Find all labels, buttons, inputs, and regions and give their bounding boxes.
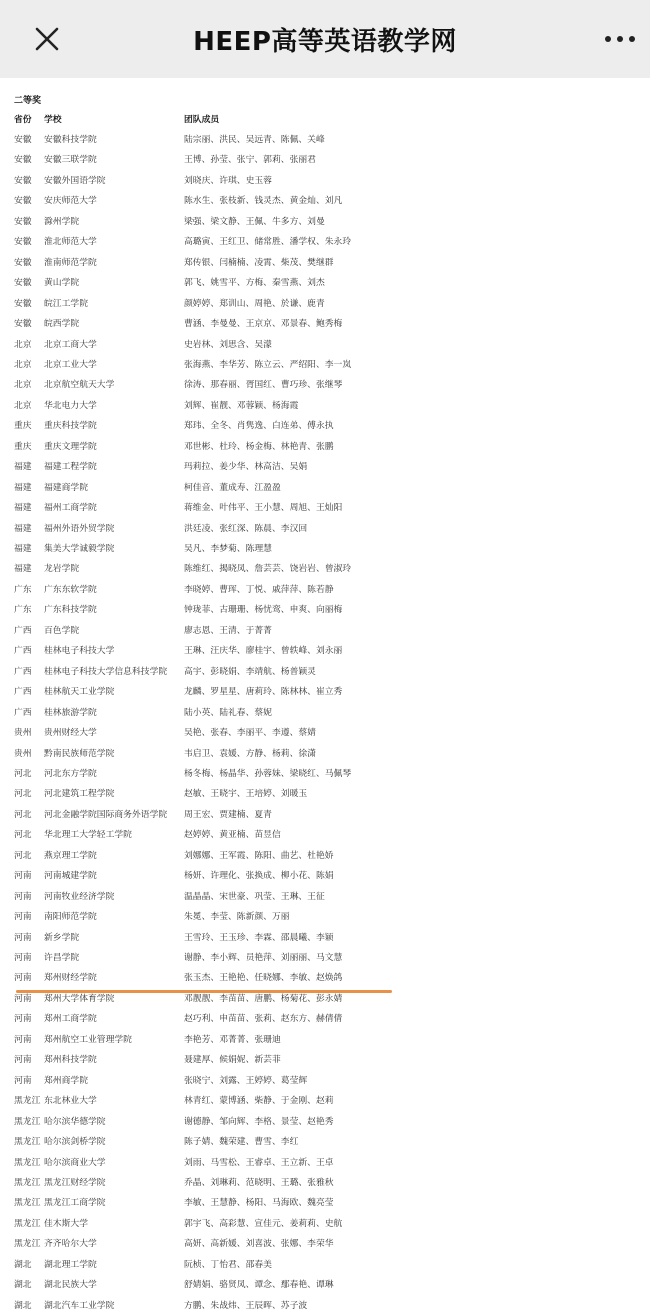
cell-school: 郑州科技学院: [44, 1055, 97, 1066]
more-dots-icon[interactable]: [602, 26, 638, 52]
cell-province: 黑龙江: [14, 1157, 41, 1168]
cell-members: 谢德静、邹向辉、李格、景莹、赵艳秀: [184, 1116, 334, 1127]
cell-school: 佳木斯大学: [44, 1218, 88, 1229]
cell-province: 黑龙江: [14, 1096, 41, 1107]
cell-province: 福建: [14, 523, 32, 534]
cell-school: 湖北民族大学: [44, 1280, 97, 1291]
cell-members: 李晓婷、曹珲、丁悦、戚萍萍、陈若静: [184, 584, 334, 595]
cell-members: 陆宗丽、洪民、吴远青、陈佩、关峰: [184, 135, 325, 145]
cell-school: 东北林业大学: [44, 1096, 97, 1107]
cell-school: 河南牧业经济学院: [44, 891, 115, 902]
table-row: [14, 1234, 634, 1254]
cell-school: 哈尔滨华德学院: [44, 1116, 106, 1127]
cell-members: 柯佳音、董成寿、江盈盈: [184, 482, 281, 493]
cell-province: 河南: [14, 1014, 32, 1025]
table-row: [14, 191, 634, 211]
table-row: [14, 1009, 634, 1029]
table-row: [14, 887, 634, 907]
cell-school: 福建工程学院: [44, 462, 97, 473]
cell-members: 郑传银、闫楠楠、凌霄、柴茂、樊继群: [184, 257, 334, 268]
cell-members: 刘晓庆、许琪、史玉蓉: [184, 175, 272, 186]
cell-province: 广西: [14, 625, 32, 636]
cell-members: 洪廷凌、张红深、陈晨、李汉回: [184, 523, 308, 534]
cell-province: 安徽: [14, 298, 32, 309]
table-header: [14, 110, 634, 130]
cell-members: 赵巧利、申苗苗、张莉、赵东方、赫倩倩: [184, 1014, 343, 1025]
section-title: 二等奖: [14, 96, 42, 106]
table-row: [14, 478, 634, 498]
cell-school: 滁州学院: [44, 216, 80, 227]
cell-school: 华北电力大学: [44, 400, 97, 411]
cell-province: 河南: [14, 1034, 32, 1045]
cell-school: 燕京理工学院: [44, 850, 97, 861]
cell-members: 颜婷婷、郑训山、周艳、於谦、鹿青: [184, 298, 325, 309]
column-header-school: 学校: [44, 115, 62, 125]
table-row: [14, 232, 634, 252]
cell-province: 黑龙江: [14, 1218, 41, 1229]
table-row: [14, 846, 634, 866]
cell-members: 王博、孙莹、张宁、郭莉、张丽君: [184, 155, 316, 166]
cell-school: 北京工商大学: [44, 339, 97, 350]
table-row: [14, 621, 634, 641]
cell-members: 陈水生、张枝新、钱灵杰、黄金灿、刘凡: [184, 196, 343, 207]
cell-school: 北京航空航天大学: [44, 380, 115, 391]
table-row: [14, 764, 634, 784]
cell-province: 湖北: [14, 1300, 32, 1311]
cell-province: 福建: [14, 503, 32, 514]
cell-members: 陆小英、陆礼春、蔡妮: [184, 707, 272, 718]
cell-members: 梁强、梁文静、王佩、牛多方、刘曼: [184, 216, 325, 227]
cell-province: 黑龙江: [14, 1198, 41, 1209]
cell-province: 河南: [14, 973, 32, 984]
table-row: [14, 1296, 634, 1316]
cell-province: 广西: [14, 707, 32, 718]
table-row: [14, 498, 634, 518]
cell-members: 郭宇飞、高彩慧、宣佳元、姜莉莉、史航: [184, 1218, 343, 1229]
table-row: [14, 1153, 634, 1173]
cell-school: 黔南民族师范学院: [44, 748, 115, 759]
cell-province: 福建: [14, 544, 32, 554]
cell-members: 李艳芳、邓菁菁、张珊迪: [184, 1034, 281, 1045]
cell-school: 哈尔滨剑桥学院: [44, 1137, 106, 1148]
cell-school: 郑州商学院: [44, 1075, 88, 1086]
cell-school: 郑州大学体育学院: [44, 993, 115, 1004]
table-row: [14, 703, 634, 723]
cell-school: 华北理工大学轻工学院: [44, 830, 132, 841]
cell-members: 蒋维金、叶伟平、王小慧、周旭、王灿阳: [184, 503, 343, 514]
cell-school: 广东科技学院: [44, 605, 97, 616]
cell-school: 河北金融学院国际商务外语学院: [44, 809, 168, 820]
cell-province: 重庆: [14, 421, 32, 432]
cell-province: 广西: [14, 666, 32, 677]
cell-province: 贵州: [14, 748, 32, 759]
cell-school: 安徽外国语学院: [44, 175, 106, 186]
cell-members: 郑玮、全冬、肖隽逸、白连弟、傅永执: [184, 421, 334, 432]
cell-province: 河北: [14, 768, 32, 779]
cell-members: 郭飞、姚雪平、方梅、秦雪燕、刘杰: [184, 278, 325, 289]
cell-province: 北京: [14, 359, 32, 370]
cell-school: 哈尔滨商业大学: [44, 1157, 106, 1168]
table-row: [14, 580, 634, 600]
cell-school: 湖北理工学院: [44, 1259, 97, 1270]
cell-school: 广东东软学院: [44, 584, 97, 595]
table-row: [14, 1091, 634, 1111]
cell-province: 黑龙江: [14, 1239, 41, 1250]
cell-school: 百色学院: [44, 625, 80, 636]
table-row: [14, 1193, 634, 1213]
cell-school: 福建商学院: [44, 482, 88, 493]
cell-school: 郑州财经学院: [44, 973, 97, 984]
cell-province: 安徽: [14, 216, 32, 227]
cell-province: 贵州: [14, 728, 32, 739]
cell-province: 湖北: [14, 1259, 32, 1270]
cell-province: 安徽: [14, 257, 32, 268]
cell-province: 广西: [14, 646, 32, 657]
cell-school: 龙岩学院: [44, 564, 80, 575]
table-row: [14, 662, 634, 682]
cell-province: 安徽: [14, 237, 32, 248]
cell-province: 河南: [14, 1075, 32, 1086]
cell-province: 安徽: [14, 155, 32, 166]
table-row: [14, 130, 634, 150]
cell-province: 黑龙江: [14, 1137, 41, 1148]
cell-members: 高宇、彭晓娟、李靖航、杨普颖灵: [184, 666, 316, 677]
table-row: [14, 375, 634, 395]
table-row: [14, 416, 634, 436]
cell-school: 重庆文理学院: [44, 441, 97, 452]
cell-province: 河南: [14, 912, 32, 923]
cell-school: 黄山学院: [44, 278, 80, 289]
cell-school: 桂林电子科技大学信息科技学院: [44, 666, 168, 677]
table-row: [14, 1071, 634, 1091]
cell-school: 许昌学院: [44, 953, 80, 963]
table-row: [14, 559, 634, 579]
table-row: [14, 1275, 634, 1295]
cell-members: 聂建厚、候娟妮、新芸菲: [184, 1055, 281, 1066]
cell-members: 王雪玲、王玉珍、李霖、邵晨曦、李颖: [184, 932, 334, 943]
page-title: HEEP高等英语教学网: [193, 26, 457, 57]
cell-school: 桂林旅游学院: [44, 707, 97, 718]
cell-province: 北京: [14, 339, 32, 350]
cell-school: 淮北师范大学: [44, 237, 97, 248]
cell-members: 张晓宁、刘露、王婷婷、葛莹辉: [184, 1075, 308, 1086]
table-row: [14, 457, 634, 477]
cell-province: 河南: [14, 1055, 32, 1066]
cell-members: 杨妍、许理化、张换成、柳小花、陈娟: [184, 871, 334, 882]
cell-province: 河南: [14, 932, 32, 943]
cell-members: 吴凡、李梦菊、陈理慧: [184, 544, 272, 554]
cell-school: 重庆科技学院: [44, 421, 97, 432]
cell-school: 南阳师范学院: [44, 912, 97, 923]
table-row: [14, 212, 634, 232]
cell-members: 吴艳、张春、李丽平、李遵、蔡婧: [184, 728, 316, 739]
cell-province: 黑龙江: [14, 1116, 41, 1127]
cell-province: 河北: [14, 850, 32, 861]
table-row: [14, 907, 634, 927]
cell-school: 黑龙江工商学院: [44, 1198, 106, 1209]
cell-school: 齐齐哈尔大学: [44, 1239, 97, 1250]
cell-province: 北京: [14, 400, 32, 411]
cell-members: 张海燕、李华芳、陈立云、严绍阳、李一岚: [184, 359, 352, 370]
table-row: [14, 253, 634, 273]
table-row: [14, 171, 634, 191]
table-row: [14, 539, 634, 559]
cell-members: 高璐寅、王红卫、储常胜、潘学权、朱永玲: [184, 237, 352, 248]
cell-province: 黑龙江: [14, 1177, 41, 1188]
cell-province: 河南: [14, 871, 32, 882]
table-row: [14, 866, 634, 886]
table-row: [14, 1255, 634, 1275]
cell-members: 玛莉拉、姜少华、林高洁、吴娟: [184, 462, 308, 473]
cell-school: 河南城建学院: [44, 871, 97, 882]
table-row: [14, 744, 634, 764]
cell-school: 福州工商学院: [44, 503, 97, 514]
cell-province: 河南: [14, 891, 32, 902]
cell-school: 桂林电子科技大学: [44, 646, 115, 657]
table-row: [14, 335, 634, 355]
table-row: [14, 825, 634, 845]
cell-members: 邓世彬、杜玲、杨金梅、林艳青、张鹏: [184, 441, 334, 452]
cell-province: 福建: [14, 564, 32, 575]
cell-members: 廖志恩、王清、于菁菁: [184, 625, 272, 636]
cell-province: 河北: [14, 789, 32, 800]
cell-members: 龙麟、罗星星、唐莉玲、陈林林、崔立秀: [184, 687, 343, 698]
cell-members: 杨冬梅、杨晶华、孙蓉妹、梁晓红、马佩琴: [184, 768, 352, 779]
cell-province: 河北: [14, 809, 32, 820]
cell-province: 安徽: [14, 175, 32, 186]
table-row: [14, 294, 634, 314]
column-header-province: 省份: [14, 115, 32, 125]
table-row: [14, 355, 634, 375]
table-row: [14, 968, 634, 988]
table-row: [14, 396, 634, 416]
cell-school: 郑州工商学院: [44, 1014, 97, 1025]
cell-province: 湖北: [14, 1280, 32, 1291]
table-row: [14, 723, 634, 743]
cell-members: 方鹏、朱战炜、王辰晖、苏子波: [184, 1300, 308, 1311]
table-row: [14, 1214, 634, 1234]
top-bar: [0, 0, 650, 78]
cell-province: 安徽: [14, 278, 32, 289]
table-row: [14, 928, 634, 948]
cell-members: 刘辉、崔靓、邓蓉颖、杨海霞: [184, 400, 299, 411]
cell-members: 史岩林、刘思含、吴濛: [184, 339, 272, 350]
cell-members: 赵婷婷、黄亚楠、苗昱信: [184, 830, 281, 841]
cell-school: 安徽三联学院: [44, 155, 97, 166]
table-row: [14, 1173, 634, 1193]
table-row: [14, 1112, 634, 1132]
table-row: [14, 600, 634, 620]
cell-members: 钟珑菲、古珊珊、杨忧鸾、申爽、向丽梅: [184, 605, 343, 616]
cell-members: 韦启卫、袁媛、方静、杨莉、徐潇: [184, 748, 316, 759]
table-row: [14, 682, 634, 702]
cell-members: 邓靓靓、李苗苗、唐鹏、杨菊花、彭永婧: [184, 993, 343, 1004]
cell-members: 赵敏、王晓宇、王培婷、刘暖玉: [184, 789, 308, 800]
cell-members: 朱冕、李莹、陈新颜、万丽: [184, 912, 290, 923]
cell-members: 刘娜娜、王军霞、陈阳、曲艺、杜艳娇: [184, 850, 334, 861]
cell-members: 谢静、李小辉、员艳萍、刘丽丽、马文慧: [184, 953, 343, 963]
cell-province: 河南: [14, 953, 32, 963]
cell-province: 福建: [14, 462, 32, 473]
cell-province: 安徽: [14, 196, 32, 207]
cell-school: 贵州财经大学: [44, 728, 97, 739]
table-row: [14, 1030, 634, 1050]
close-icon[interactable]: [30, 22, 64, 56]
cell-province: 广东: [14, 584, 32, 595]
cell-members: 刘雨、马雪松、王睿卓、王立新、王卓: [184, 1157, 334, 1168]
cell-members: 高妍、高新媛、刘喜波、张娜、李荣华: [184, 1239, 334, 1250]
cell-members: 周王宏、贾建楠、夏青: [184, 809, 272, 820]
table-row: [14, 805, 634, 825]
cell-school: 河北东方学院: [44, 768, 97, 779]
cell-members: 李敏、王慧静、杨阳、马海欧、魏亮莹: [184, 1198, 334, 1209]
cell-members: 温晶晶、宋世豪、巩莹、王琳、王征: [184, 891, 325, 902]
column-header-members: 团队成员: [184, 115, 220, 125]
table-row: [14, 273, 634, 293]
cell-school: 淮南师范学院: [44, 257, 97, 268]
cell-school: 郑州航空工业管理学院: [44, 1034, 132, 1045]
cell-members: 张玉杰、王艳艳、任晓娜、李敏、赵焕鸽: [184, 973, 343, 984]
table-row: [14, 150, 634, 170]
cell-school: 北京工业大学: [44, 359, 97, 370]
cell-school: 桂林航天工业学院: [44, 687, 115, 698]
cell-school: 福州外语外贸学院: [44, 523, 115, 534]
cell-school: 新乡学院: [44, 932, 80, 943]
table-row: [14, 519, 634, 539]
cell-members: 陈维红、揭晓凤、詹芸芸、饶岩岩、曾淑玲: [184, 564, 352, 575]
cell-members: 徐涛、那春丽、胥国红、曹巧珍、张继琴: [184, 380, 343, 391]
cell-members: 阮桢、丁怡君、邵春美: [184, 1259, 272, 1270]
cell-school: 河北建筑工程学院: [44, 789, 115, 800]
cell-province: 福建: [14, 482, 32, 493]
table-row: [14, 641, 634, 661]
cell-province: 河北: [14, 830, 32, 841]
cell-province: 广东: [14, 605, 32, 616]
table-row: [14, 1132, 634, 1152]
cell-school: 安庆师范大学: [44, 196, 97, 207]
cell-province: 北京: [14, 380, 32, 391]
highlight-underline: [16, 990, 392, 993]
cell-school: 皖江工学院: [44, 298, 88, 309]
cell-members: 乔晶、刘琳莉、范晓明、王璐、张雅秋: [184, 1177, 334, 1188]
cell-school: 黑龙江财经学院: [44, 1177, 106, 1188]
table-row: [14, 948, 634, 968]
cell-members: 曹涵、李曼曼、王京京、邓景春、鲍秀梅: [184, 319, 343, 330]
cell-province: 广西: [14, 687, 32, 698]
cell-province: 安徽: [14, 135, 32, 145]
cell-school: 集美大学诚毅学院: [44, 544, 115, 554]
cell-school: 安徽科技学院: [44, 135, 97, 145]
cell-members: 舒婧娟、骆贤凤、谭念、鄢春艳、谭琳: [184, 1280, 334, 1291]
cell-school: 湖北汽车工业学院: [44, 1300, 115, 1311]
cell-province: 重庆: [14, 441, 32, 452]
cell-members: 陈子婧、魏荣建、曹雪、李红: [184, 1137, 299, 1148]
cell-province: 安徽: [14, 319, 32, 330]
table-row: [14, 784, 634, 804]
cell-school: 皖西学院: [44, 319, 80, 330]
table-row: [14, 1050, 634, 1070]
table-row: [14, 437, 634, 457]
cell-province: 河南: [14, 993, 32, 1004]
cell-members: 王琳、汪庆华、廖桂宇、曾轶峰、刘永丽: [184, 646, 343, 657]
table-row: [14, 314, 634, 334]
cell-members: 林青红、蒙博涵、柴静、于金刚、赵莉: [184, 1096, 334, 1107]
